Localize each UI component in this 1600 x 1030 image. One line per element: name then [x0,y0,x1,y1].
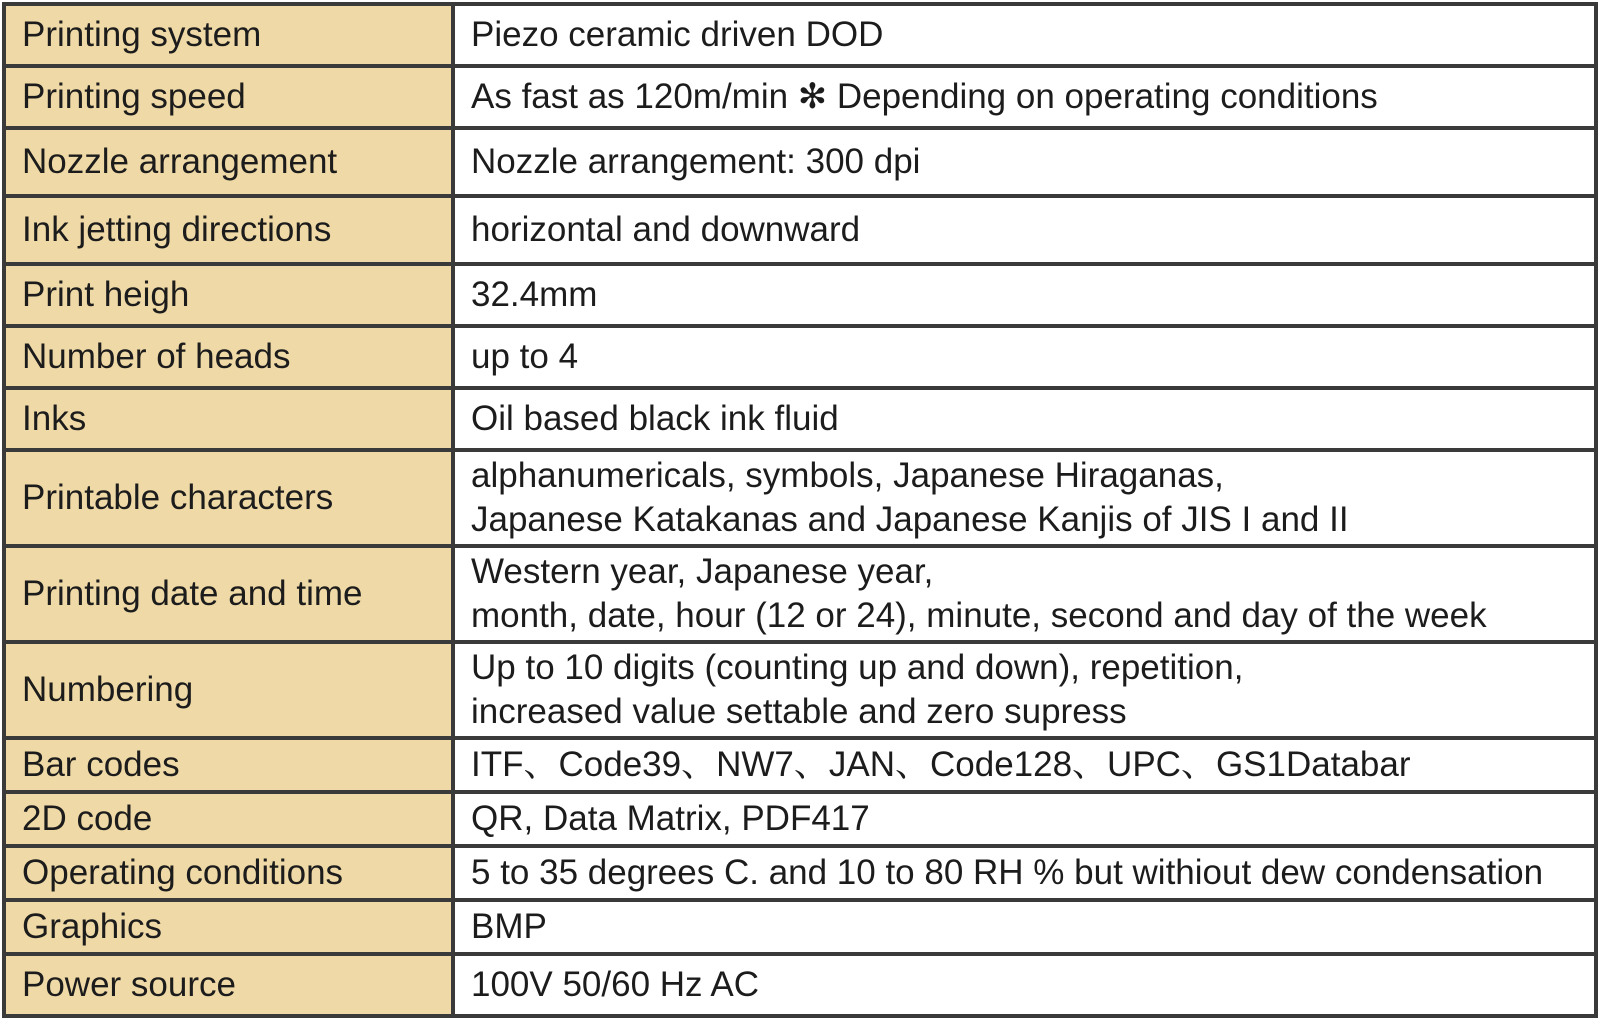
row-value: QR, Data Matrix, PDF417 [453,792,1596,846]
table-row [4,954,1596,1016]
row-label: Printing date and time [4,546,453,642]
row-value: 100V 50/60 Hz AC [453,954,1596,1016]
row-label: Numbering [4,642,453,738]
table-row [4,900,1596,954]
table-row [4,388,1596,450]
row-value: Piezo ceramic driven DOD [453,4,1596,66]
table-row [4,326,1596,388]
row-label: Printable characters [4,450,453,546]
row-label: Bar codes [4,738,453,792]
table-row [4,792,1596,846]
row-value: 32.4mm [453,264,1596,326]
row-value: Western year, Japanese year, month, date, hour (12 or 24), minute, second and day of the week [453,546,1596,642]
row-label: 2D code [4,792,453,846]
row-value: horizontal and downward [453,196,1596,264]
table-row [4,738,1596,792]
row-value: Up to 10 digits (counting up and down), repetition, increased value settable and zero supress [453,642,1596,738]
row-value: up to 4 [453,326,1596,388]
spec-table [2,2,1598,1018]
row-label: Print heigh [4,264,453,326]
table-row [4,846,1596,900]
table-row [4,450,1596,546]
row-label: Printing speed [4,66,453,128]
row-label: Power source [4,954,453,1016]
row-label: Nozzle arrangement [4,128,453,196]
table-row [4,4,1596,66]
row-label: Operating conditions [4,846,453,900]
row-label: Inks [4,388,453,450]
row-value: Oil based black ink fluid [453,388,1596,450]
row-label: Printing system [4,4,453,66]
table-row [4,196,1596,264]
row-value: Nozzle arrangement: 300 dpi [453,128,1596,196]
row-label: Ink jetting directions [4,196,453,264]
row-label: Number of heads [4,326,453,388]
table-row [4,66,1596,128]
row-value: As fast as 120m/min ✻ Depending on operating conditions [453,66,1596,128]
table-row [4,128,1596,196]
table-row [4,642,1596,738]
row-value: BMP [453,900,1596,954]
row-label: Graphics [4,900,453,954]
row-value: ITF、Code39、NW7、JAN、Code128、UPC、GS1Databar [453,738,1596,792]
row-value: alphanumericals, symbols, Japanese Hiraganas, Japanese Katakanas and Japanese Kanjis of JIS I and II [453,450,1596,546]
table-row [4,264,1596,326]
table-row [4,546,1596,642]
row-value: 5 to 35 degrees C. and 10 to 80 RH % but withiout dew condensation [453,846,1596,900]
